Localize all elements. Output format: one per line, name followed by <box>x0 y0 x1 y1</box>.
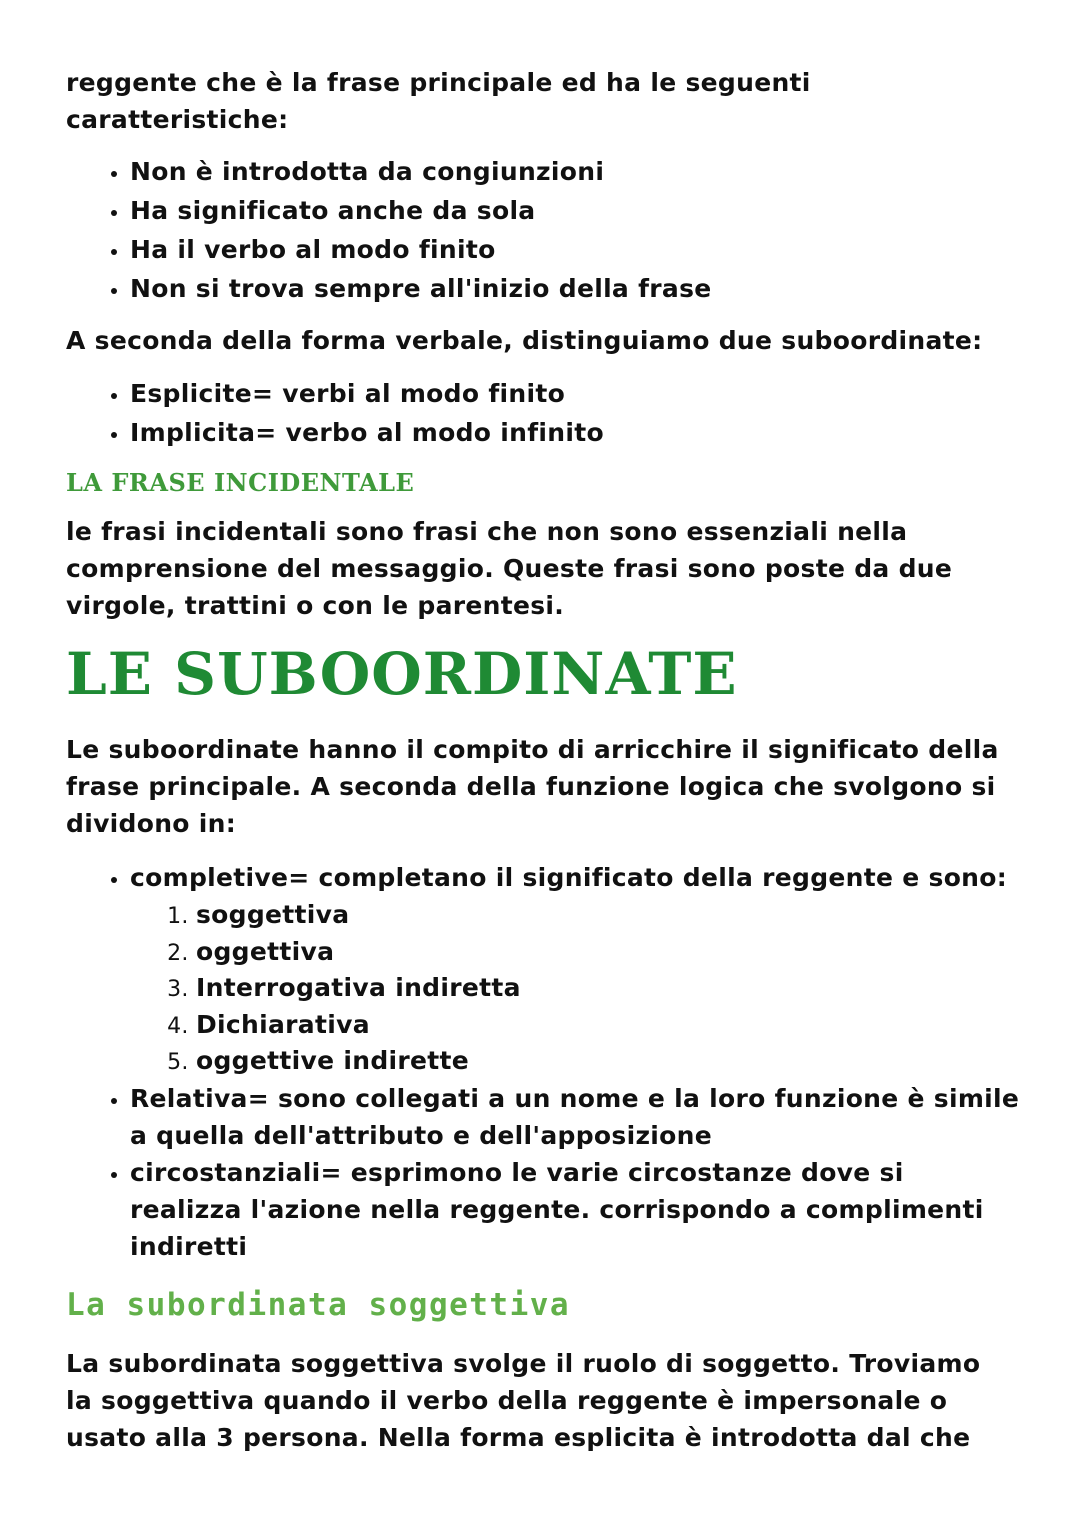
relativa-line: a quella dell'attributo e dell'apposizione <box>130 1120 713 1150</box>
list-item: • Esplicite= verbi al modo finito <box>130 374 1080 413</box>
paragraph-line: le frasi incidentali sono frasi che non sono essenziali nella <box>66 517 908 546</box>
suboordinate-paragraph <box>66 731 1016 842</box>
section-heading-soggettiva: La subordinata soggettiva <box>66 1287 571 1323</box>
list-item: • Ha il verbo al modo finito <box>130 230 1080 269</box>
soggettiva-paragraph <box>66 1345 1016 1456</box>
paragraph-line: comprensione del messaggio. Queste frasi sono poste da due <box>66 554 953 583</box>
forma-verbale-paragraph <box>66 322 1016 359</box>
sublist-item: 1. soggettiva <box>196 897 1080 934</box>
forma-verbale-line: A seconda della forma verbale, distinguiamo due suboordinate: <box>66 326 983 355</box>
paragraph-line: Le suboordinate hanno il compito di arricchire il significato della <box>66 735 999 764</box>
paragraph-line: frase principale. A seconda della funzione logica che svolgono si <box>66 772 996 801</box>
circostanziali-line: indiretti <box>130 1231 248 1261</box>
list-item-relativa <box>130 1080 1080 1154</box>
circostanziali-line: realizza l'azione nella reggente. corrispondo a complimenti <box>130 1194 984 1224</box>
completive-text: completive= completano il significato della reggente e sono: <box>130 863 1008 892</box>
relativa-line: • Relativa= sono collegati a un nome e la loro funzione è simile <box>130 1083 1020 1113</box>
intro-line: reggente che è la frase principale ed ha le seguenti <box>66 68 811 97</box>
paragraph-line: La subordinata soggettiva svolge il ruolo di soggetto. Troviamo <box>66 1349 981 1378</box>
sublist-item: 4. Dichiarativa <box>196 1007 1080 1044</box>
sublist-item: 3. Interrogativa indiretta <box>196 970 1080 1007</box>
reggente-features-list <box>66 152 1080 308</box>
sublist-item: 2. oggettiva <box>196 934 1080 971</box>
list-item: • Implicita= verbo al modo infinito <box>130 413 1080 452</box>
list-item: • Non è introdotta da congiunzioni <box>130 152 1080 191</box>
paragraph-line: la soggettiva quando il verbo della reggente è impersonale o <box>66 1386 948 1415</box>
list-item: • Ha significato anche da sola <box>130 191 1080 230</box>
suboordinate-types-list <box>66 858 1080 1265</box>
sublist-item: 5. oggettive indirette <box>196 1043 1080 1080</box>
list-item: • Non si trova sempre all'inizio della frase <box>130 269 1080 308</box>
completive-sublist <box>130 897 1080 1080</box>
intro-line: caratteristiche: <box>66 105 289 134</box>
section-heading-incidentale: LA FRASE INCIDENTALE <box>66 468 415 497</box>
paragraph-line: virgole, trattini o con le parentesi. <box>66 591 565 620</box>
circostanziali-line: • circostanziali= esprimono le varie circostanze dove si <box>130 1157 904 1187</box>
intro-paragraph <box>66 64 1016 138</box>
list-item-completive <box>130 858 1080 1080</box>
paragraph-line: usato alla 3 persona. Nella forma esplicita è introdotta dal che <box>66 1423 971 1452</box>
incidentale-paragraph <box>66 513 1016 624</box>
paragraph-line: dividono in: <box>66 809 237 838</box>
list-item-circostanziali <box>130 1154 1080 1265</box>
page-title-suboordinate: LE SUBOORDINATE <box>66 640 738 708</box>
forma-verbale-list <box>66 374 1080 452</box>
